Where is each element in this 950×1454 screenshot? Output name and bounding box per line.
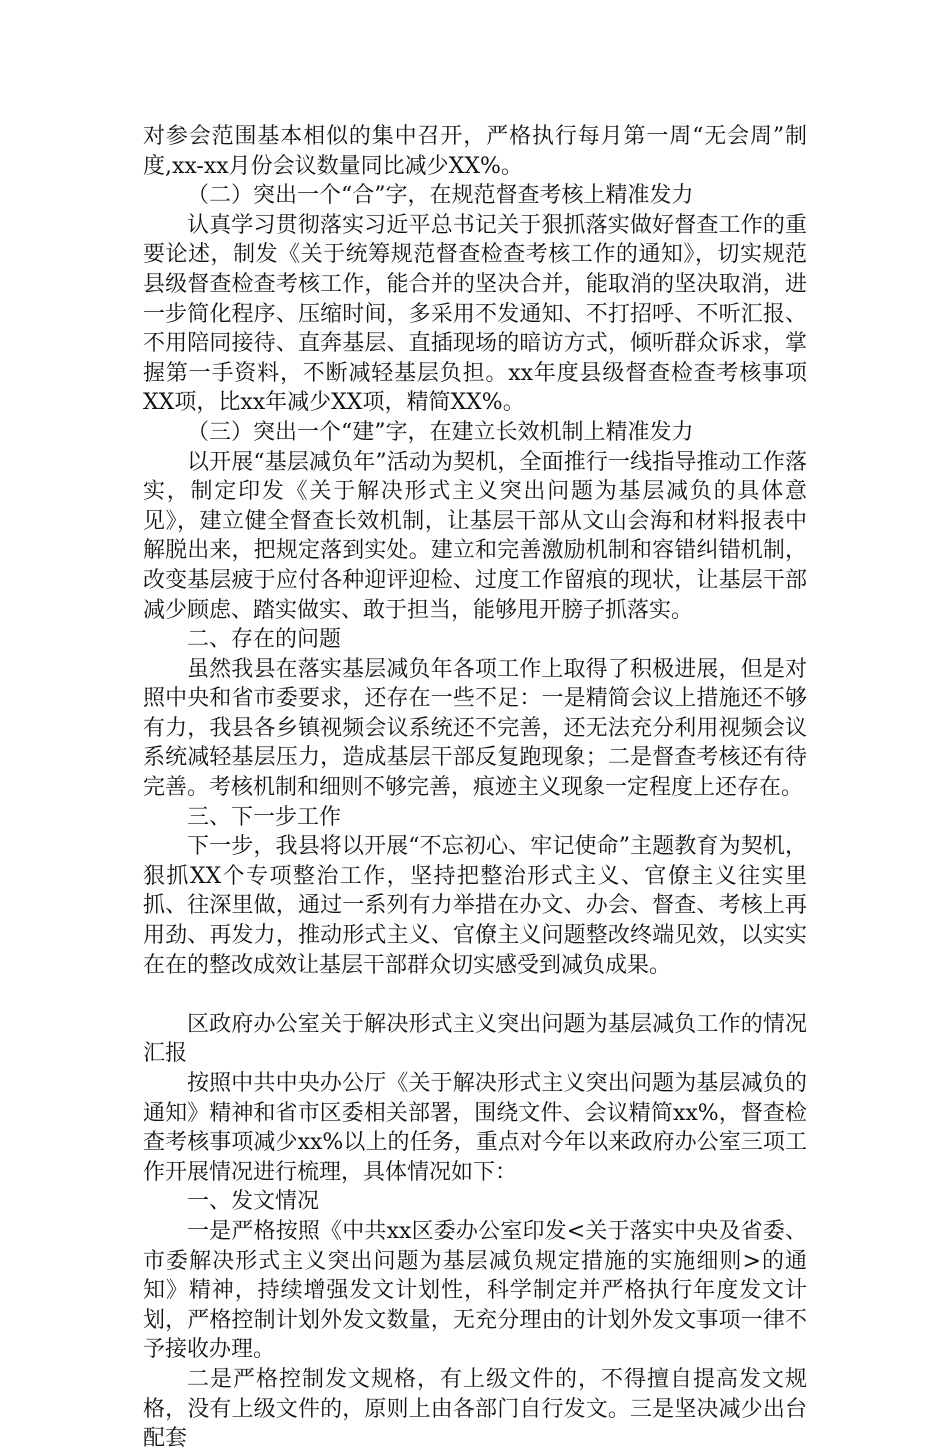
paragraph-long-term-mechanism: 以开展“基层减负年”活动为契机，全面推行一线指导推动工作落实，制定印发《关于解决形式主义突出问题为基层减负的具体意见》，建立健全督查长效机制，让基层干部从文山会海和材料报表中解脱出来，把规定落到实处。建立和完善激励机制和容错纠错机制，改变基层疲于应付各种迎评迎检、过度工作留痕的现状，让基层干部减少顾虑、踏实做实、敢于担当，能够甩开膀子抓落实。 bbox=[143, 449, 807, 623]
paragraph-continued-meeting-rules: 对参会范围基本相似的集中召开，严格执行每月第一周“无会周”制度,xx-xx月份会议数量同比减少XX%。 bbox=[143, 124, 807, 179]
paragraph-existing-problems: 虽然我县在落实基层减负年各项工作上取得了积极进展，但是对照中央和省市委要求，还存在一些不足：一是精简会议上措施还不够有力，我县各乡镇视频会议系统还不完善，还无法充分利用视频会议系统减轻基层压力，造成基层干部反复跑现象；二是督查考核还有待完善。考核机制和细则不够完善，痕迹主义现象一定程度上还存在。 bbox=[143, 656, 807, 801]
paragraph-supervision-standardization: 认真学习贯彻落实习近平总书记关于狠抓落实做好督查工作的重要论述，制发《关于统筹规范督查检查考核工作的通知》，切实规范县级督查检查考核工作，能合并的坚决合并，能取消的坚决取消，进一步简化程序、压缩时间，多采用不发通知、不打招呼、不听汇报、不用陪同接待、直奔基层、直插现场的暗访方式，倾听群众诉求，掌握第一手资料，不断减轻基层负担。xx年度县级督查检查考核事项XX项，比xx年减少XX项，精简XX%。 bbox=[143, 212, 807, 416]
blank-line bbox=[143, 980, 807, 1010]
heading-document-issuance: 一、发文情况 bbox=[187, 1189, 320, 1215]
paragraph-report-intro: 按照中共中央办公厅《关于解决形式主义突出问题为基层减负的通知》精神和省市区委相关部署，围绕文件、会议精简xx%，督查检查考核事项减少xx%以上的任务，重点对今年以来政府办公室三项工作开展情况进行梳理，具体情况如下： bbox=[143, 1071, 807, 1185]
heading-section-three-jian: （三）突出一个“建”字，在建立长效机制上精准发力 bbox=[187, 419, 694, 445]
paragraph-next-steps: 下一步，我县将以开展“不忘初心、牢记使命”主题教育为契机，狠抓XX个专项整治工作，坚持把整治形式主义、官僚主义往实里抓、往深里做，通过一系列有力举措在办文、办会、督查、考核上再用劲、再发力，推动形式主义、官僚主义问题整改终端见效，以实实在在的整改成效让基层干部群众切实感受到减负成果。 bbox=[143, 834, 807, 978]
report-title: 区政府办公室关于解决形式主义突出问题为基层减负工作的情况汇报 bbox=[143, 1011, 807, 1067]
document-page bbox=[143, 122, 807, 1454]
paragraph-issuance-point-one: 一是严格按照《中共xx区委办公室印发<关于落实中央及省委、市委解决形式主义突出问题为基层减负规定措施的实施细则>的通知》精神，持续增强发文计划性，科学制定并严格执行年度发文计划，严格控制计划外发文数量，无充分理由的计划外发文事项一律不予接收办理。 bbox=[143, 1218, 807, 1363]
paragraph-issuance-point-two: 二是严格控制发文规格，有上级文件的，不得擅自提高发文规格，没有上级文件的，原则上由各部门自行发文。三是坚决减少出台配套 bbox=[143, 1366, 807, 1452]
heading-next-steps: 三、下一步工作 bbox=[187, 804, 342, 830]
heading-section-two-he: （二）突出一个“合”字，在规范督查考核上精准发力 bbox=[187, 183, 694, 209]
heading-existing-problems: 二、存在的问题 bbox=[187, 627, 342, 653]
